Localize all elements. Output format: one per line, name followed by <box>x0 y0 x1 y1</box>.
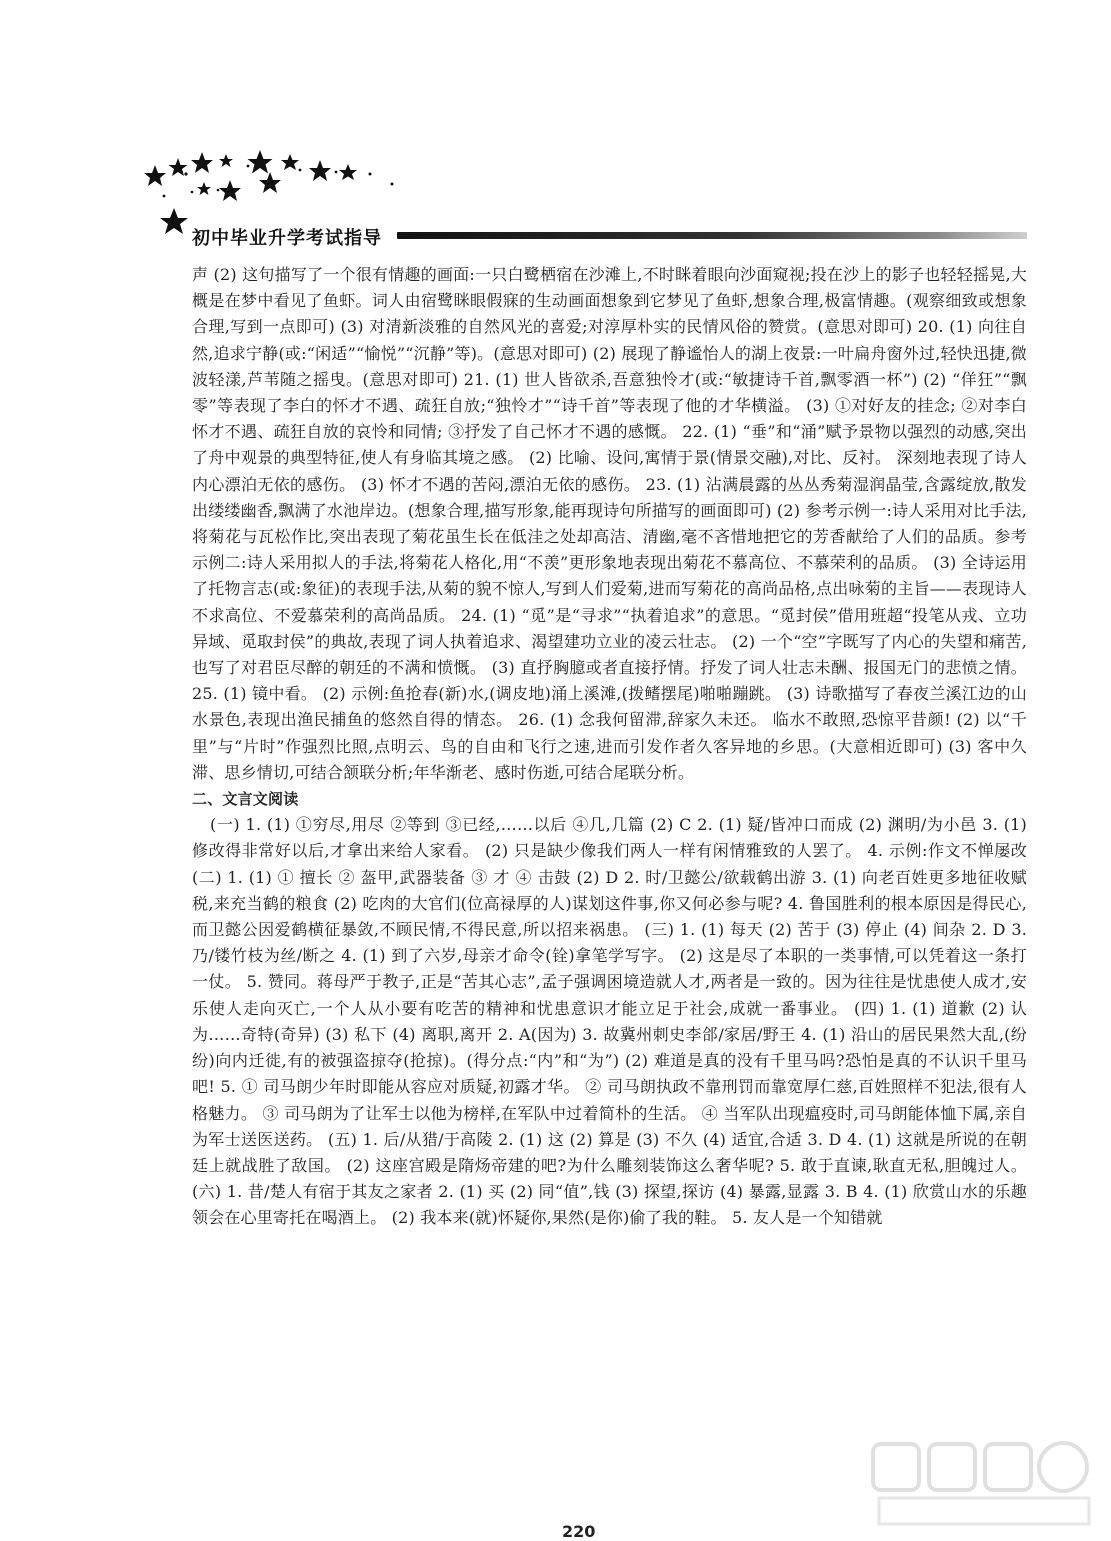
star-icon <box>191 152 213 173</box>
star-icon <box>339 164 357 180</box>
star-icon <box>144 165 166 186</box>
star-icon <box>259 172 281 193</box>
star-icon <box>219 180 241 201</box>
answer-paragraph-poetry: 声 (2) 这句描写了一个很有情趣的画面:一只白鹭栖宿在沙滩上,不时眯着眼向沙面窥视;投在沙上的影子也轻轻摇晃,大概是在梦中看见了鱼虾。词人由宿鹭眯眼假寐的生动画面想象到它梦见了鱼虾,想象合理,极富情趣。(观察细致或想象合理,写到一点即可) (3) 对清新淡雅的自然风光的喜爱;对淳厚朴实的民情风俗的赞赏。(意思对即可) 20. (1) 向往自然,追求宁静(或:“闲适”“愉悦”“沉静”等)。(意思对即可) (2) 展现了静谧怡人的湖上夜景:一叶扁舟窗外过,轻快迅捷,微波轻漾,芦苇随之摇曳。(意思对即可) 21. (1) 世人皆欲杀,吾意独怜才(或:“敏捷诗千首,飘零酒一杯”) (2) “佯狂”“飘零”等表现了李白的怀才不遇、疏狂自放;“独怜才”“诗千首”等表现了他的才华横溢。 (3) ①对好友的挂念; ②对李白怀才不遇、疏狂自放的哀怜和同情; ③抒发了自己怀才不遇的感慨。 22. (1) “垂”和“涌”赋予景物以强烈的动感,突出了舟中观景的典型特征,使人有身临其境之感。 (2) 比喻、设问,寓情于景(情景交融),对比、反衬。 深刻地表现了诗人内心漂泊无依的感伤。 (3) 怀才不遇的苦闷,漂泊无依的感伤。 23. (1) 沾满晨露的丛丛秀菊湿润晶莹,含露绽放,散发出缕缕幽香,飘满了水池岸边。(想象合理,描写形象,能再现诗句所描写的画面即可) (2) 参考示例一:诗人采用对比手法,将菊花与瓦松作比,突出表现了菊花虽生长在低洼之处却高洁、清幽,毫不吝惜地把它的芳香献给了人们的品质。参考示例二:诗人采用拟人的手法,将菊花人格化,用“不羡”更形象地表现出菊花不慕高位、不慕荣利的品质。 (3) 全诗运用了托物言志(或:象征)的表现手法,从菊的貌不惊人,写到人们爱菊,进而写菊花的高尚品格,点出咏菊的主旨——表现诗人不求高位、不爱慕荣利的高尚品质。 24. (1) “觅”是“寻求”“执着追求”的意思。“觅封侯”借用班超“投笔从戎、立功异域、觅取封侯”的典故,表现了词人执着追求、渴望建功立业的凌云壮志。 (2) 一个“空”字既写了内心的失望和痛苦,也写了对君臣尽醉的朝廷的不满和愤慨。 (3) 直抒胸臆或者直接抒情。抒发了词人壮志未酬、报国无门的悲愤之情。 25. (1) 镜中看。 (2) 示例:鱼抢春(新)水,(调皮地)涌上溪滩,(拨鳍摆尾)啪啪蹦跳。 (3) 诗歌描写了春夜兰溪江边的山水景色,表现出渔民捕鱼的悠然自得的情态。 26. (1) 念我何留滞,辞家久未还。 临水不敢照,恐惊平昔颜! (2) 以“千里”与“片时”作强烈比照,点明云、鸟的自由和飞行之速,进而引发作者久客异地的乡思。(大意相近即可) (3) 客中久滞、思乡情切,可结合颔联分析;年华渐老、感时伤逝,可结合尾联分析。 <box>192 265 1027 782</box>
watermark-logo-icon <box>869 1438 1099 1530</box>
header-rule <box>397 232 1027 239</box>
header-title: 初中毕业升学考试指导 <box>192 228 382 249</box>
star-icon <box>219 154 233 167</box>
answer-content <box>192 262 1027 1232</box>
answer-paragraph-classical-chinese: (一) 1. (1) ①穷尽,用尽 ②等到 ③已经,……以后 ④几,几篇 (2) C 2. (1) 疑/皆冲口而成 (2) 渊明/为小邑 3. (1) 修改得非常好以后,才拿出来给人家看。 (2) 只是缺少像我们两人一样有闲情雅致的人罢了。 4. 示例:作文不惮屡改 (二) 1. (1) ① 擅长 ② 盔甲,武器装备 ③ 才 ④ 击鼓 (2) D 2. 时/卫懿公/欲载鹤出游 3. (1) 向老百姓更多地征收赋税,来充当鹤的粮食 (2) 吃肉的大官们(位高禄厚的人)谋划这件事,你又何必参与呢? 4. 鲁国胜利的根本原因是得民心,而卫懿公因爱鹤横征暴敛,不顾民情,不得民意,所以招来祸患。 (三) 1. (1) 每天 (2) 苦于 (3) 停止 (4) 间杂 2. D 3. 乃/镂竹枝为丝/断之 4. (1) 到了六岁,母亲才命令(铨)拿笔学写字。 (2) 这是尽了本职的一类事情,可以凭着这一条打一仗。 5. 赞同。蒋母严于教子,正是“苦其心志”,孟子强调困境造就人才,两者是一致的。因为往往是忧患使人成才,安乐使人走向灭亡,一个人从小要有吃苦的精神和忧患意识才能立足于社会,成就一番事业。 (四) 1. (1) 道歉 (2) 认为……奇特(奇异) (3) 私下 (4) 离职,离开 2. A(因为) 3. 故冀州刺史李郃/家居/野王 4. (1) 沿山的居民果然大乱,(纷纷)向内迁徙,有的被强盗掠夺(抢掠)。(得分点:“内”和“为”) (2) 难道是真的没有千里马吗?恐怕是真的不认识千里马吧! 5. ① 司马朗少年时即能从容应对质疑,初露才华。 ② 司马朗执政不靠刑罚而靠宽厚仁慈,百姓照样不犯法,很有人格魅力。 ③ 司马朗为了让军士以他为榜样,在军队中过着简朴的生活。 ④ 当军队出现瘟疫时,司马朗能体恤下属,亲自为军士送医送药。 (五) 1. 后/从猎/于高陵 2. (1) 这 (2) 算是 (3) 不久 (4) 适宜,合适 3. D 4. (1) 这就是所说的在朝廷上就战胜了敌国。 (2) 这座宫殿是隋炀帝建的吧?为什么雕刻装饰这么奢华呢? 5. 敢于直谏,耿直无私,胆魄过人。 (六) 1. 昔/楚人有宿于其友之家者 2. (1) 买 (2) 同“值”,钱 (3) 探望,探访 (4) 暴露,显露 3. B 4. (1) 欣赏山水的乐趣领会在心里寄托在喝酒上。 (2) 我本来(就)怀疑你,果然(是你)偷了我的鞋。 5. 友人是一个知错就 <box>192 815 1027 1228</box>
page-header <box>192 218 1027 258</box>
star-icon <box>309 160 331 181</box>
section-heading-classical-chinese: 二、文言文阅读 <box>192 790 299 809</box>
star-icon <box>281 154 299 170</box>
star-icon <box>197 182 211 195</box>
star-icon <box>248 150 273 174</box>
star-icon <box>160 208 188 234</box>
page-number: 220 <box>562 1522 596 1541</box>
